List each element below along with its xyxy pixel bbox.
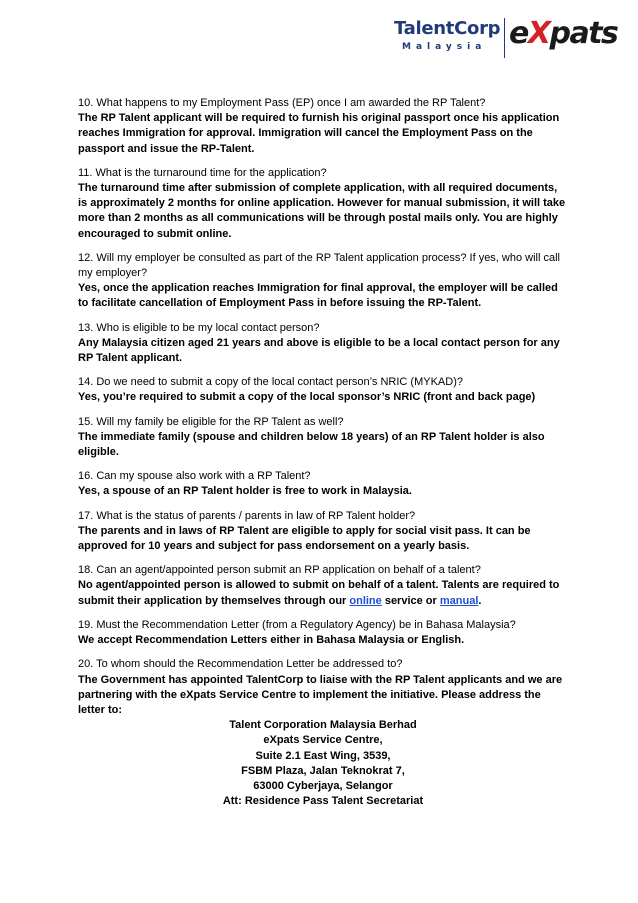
faq-item-18	[78, 563, 568, 609]
faq-item-10	[78, 96, 568, 157]
faq-question: 13. Who is eligible to be my local contact person?	[78, 321, 320, 334]
expats-logo-prefix: e	[509, 16, 528, 51]
address-line: Talent Corporation Malaysia Berhad	[229, 719, 417, 732]
talentcorp-logo-text: TalentCorp	[394, 18, 501, 39]
expats-logo-suffix: pats	[549, 16, 618, 51]
faq-question: 18. Can an agent/appointed person submit an RP application on behalf of a talent?	[78, 564, 481, 577]
header-logo	[394, 14, 624, 64]
expats-logo-x: X	[527, 16, 550, 51]
faq-answer: We accept Recommendation Letters either in Bahasa Malaysia or English.	[78, 634, 465, 647]
faq-item-15	[78, 415, 568, 461]
faq-question: 20. To whom should the Recommendation Letter be addressed to?	[78, 658, 403, 671]
manual-link[interactable]: manual	[439, 594, 479, 607]
faq-answer: Yes, once the application reaches Immigration for final approval, the employer will be called to facilitate cancellation of Employment Pass in before issuing the RP-Talent.	[78, 282, 558, 310]
address-line: 63000 Cyberjaya, Selangor	[253, 779, 393, 792]
address-line: eXpats Service Centre,	[263, 734, 383, 747]
faq-question: 19. Must the Recommendation Letter (from a Regulatory Agency) be in Bahasa Malaysia?	[78, 618, 516, 631]
faq-item-13	[78, 321, 568, 367]
faq-question: 14. Do we need to submit a copy of the local contact person’s NRIC (MYKAD)?	[78, 376, 463, 389]
faq-answer: Any Malaysia citizen aged 21 years and above is eligible to be a local contact person for any RP Talent applicant.	[78, 336, 560, 365]
mailing-address	[78, 718, 568, 809]
address-line: Suite 2.1 East Wing, 3539,	[255, 749, 391, 762]
faq-answer: The RP Talent applicant will be required to furnish his original passport once his application reaches Immigration for approval. Immigration will cancel the Employment Pass on the passport and issue the RP-Talent.	[78, 112, 560, 155]
faq-item-17	[78, 509, 568, 555]
faq-answer: The turnaround time after submission of complete application, with all required documents, is approximately 2 months for online application. However for manual submission, it will take more than 2 months as all communications will be through postal mails only. You are highly encouraged to submit online.	[78, 182, 566, 240]
faq-item-16	[78, 469, 568, 499]
faq-answer-text: service or	[381, 594, 440, 607]
faq-item-19	[78, 618, 568, 648]
online-link[interactable]: online	[349, 594, 382, 607]
faq-question: 12. Will my employer be consulted as part of the RP Talent application process? If yes, who will call my employer?	[78, 251, 560, 280]
faq-answer-text: No agent/appointed person is allowed to submit on behalf of a talent. Talents are required to submit their application by themselves through our	[78, 579, 560, 607]
malaysia-logo-text: Malaysia	[402, 42, 487, 52]
faq-answer	[78, 578, 568, 608]
faq-item-20	[78, 657, 568, 809]
faq-question: 16. Can my spouse also work with a RP Talent?	[78, 470, 311, 483]
faq-answer-text: .	[478, 594, 482, 607]
faq-answer: Yes, a spouse of an RP Talent holder is free to work in Malaysia.	[78, 485, 412, 498]
faq-question: 10. What happens to my Employment Pass (EP) once I am awarded the RP Talent?	[78, 97, 486, 109]
faq-item-14	[78, 375, 568, 405]
faq-question: 11. What is the turnaround time for the application?	[78, 166, 327, 179]
logo-divider	[504, 18, 505, 58]
faq-question: 15. Will my family be eligible for the RP Talent as well?	[78, 415, 344, 428]
faq-content	[78, 96, 568, 818]
address-line: Att: Residence Pass Talent Secretariat	[222, 795, 424, 808]
faq-answer: The Government has appointed TalentCorp to liaise with the RP Talent applicants and we are partnering with the eXpats Service Centre to implement the initiative. Please address the letter to:	[78, 673, 563, 716]
faq-item-11	[78, 166, 568, 242]
faq-item-12	[78, 251, 568, 312]
faq-answer: Yes, you’re required to submit a copy of the local sponsor’s NRIC (front and back page)	[78, 391, 536, 404]
faq-answer: The parents and in laws of RP Talent are eligible to apply for social visit pass. It can be approved for 10 years and subject for pass endorsement on a yearly basis.	[78, 524, 531, 553]
faq-answer: The immediate family (spouse and children below 18 years) of an RP Talent holder is also eligible.	[78, 430, 545, 459]
address-line: FSBM Plaza, Jalan Teknokrat 7,	[241, 764, 405, 777]
faq-question: 17. What is the status of parents / parents in law of RP Talent holder?	[78, 509, 416, 522]
expats-logo	[509, 16, 617, 51]
